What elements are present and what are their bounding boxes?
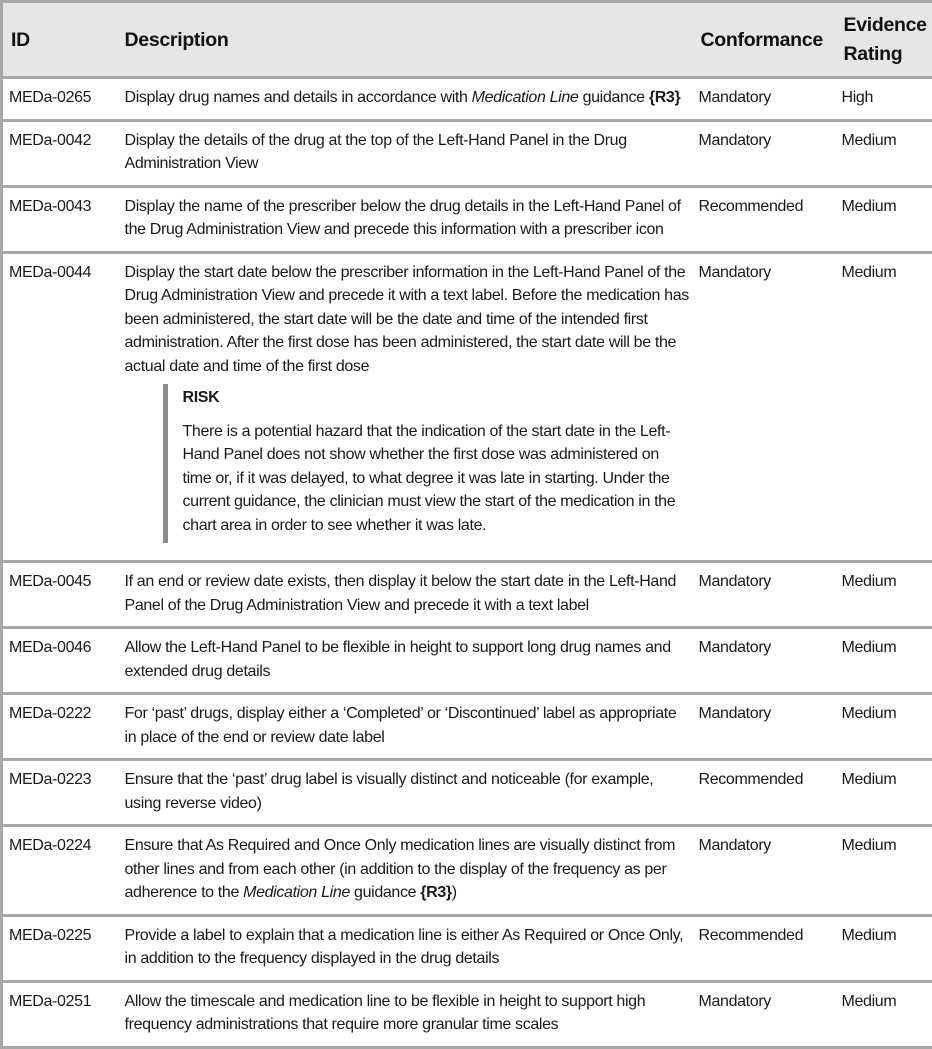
conformance-value: Mandatory	[693, 826, 836, 916]
guidance-reference: Medication Line	[243, 884, 350, 901]
evidence-rating-value: Medium	[836, 628, 932, 694]
conformance-value: Mandatory	[693, 78, 836, 121]
requirement-description: Display the name of the prescriber below the drug details in the Left-Hand Panel of the Drug Administration View and precede this information with a prescriber icon	[117, 186, 693, 252]
evidence-rating-value: Medium	[836, 186, 932, 252]
requirement-description	[117, 78, 693, 121]
header-evidence-rating	[836, 2, 932, 78]
table-row	[2, 915, 932, 981]
requirement-description: Provide a label to explain that a medication line is either As Required or Once Only, in addition to the frequency displayed in the drug details	[117, 915, 693, 981]
table-row	[2, 562, 932, 628]
requirement-description: Ensure that the ‘past’ drug label is visually distinct and noticeable (for example, using reverse video)	[117, 760, 693, 826]
header-evidence-line1: Evidence	[844, 14, 927, 36]
requirement-id: MEDa-0222	[2, 694, 117, 760]
evidence-rating-value: Medium	[836, 915, 932, 981]
conformance-value: Mandatory	[693, 252, 836, 562]
table-row	[2, 694, 932, 760]
requirement-id: MEDa-0224	[2, 826, 117, 916]
requirement-description: Allow the timescale and medication line to be flexible in height to support high frequency administrations that require more granular time scales	[117, 981, 693, 1047]
requirement-id: MEDa-0045	[2, 562, 117, 628]
requirement-description: Allow the Left-Hand Panel to be flexible in height to support long drug names and extended drug details	[117, 628, 693, 694]
header-id: ID	[2, 2, 117, 78]
requirement-id: MEDa-0225	[2, 915, 117, 981]
header-description: Description	[117, 2, 693, 78]
description-text: guidance	[350, 884, 420, 901]
requirement-id: MEDa-0044	[2, 252, 117, 562]
table-row	[2, 760, 932, 826]
table-header	[2, 2, 932, 78]
requirement-id: MEDa-0223	[2, 760, 117, 826]
citation-reference: {R3}	[420, 884, 452, 901]
risk-title: RISK	[183, 386, 691, 410]
requirement-description: Display the details of the drug at the top of the Left-Hand Panel in the Drug Administration View	[117, 120, 693, 186]
evidence-rating-value: Medium	[836, 760, 932, 826]
description-text: guidance	[578, 89, 648, 106]
description-text: Ensure that As Required and Once Only medication lines are visually distinct from other lines and from each other (in addition to the display of the frequency as per adherence to the	[125, 837, 676, 901]
conformance-value: Mandatory	[693, 694, 836, 760]
requirement-id: MEDa-0251	[2, 981, 117, 1047]
risk-callout	[163, 384, 691, 543]
conformance-value: Mandatory	[693, 562, 836, 628]
description-text: )	[452, 884, 457, 901]
table-row	[2, 628, 932, 694]
table-row	[2, 120, 932, 186]
requirement-description	[117, 252, 693, 562]
citation-reference: {R3}	[649, 89, 681, 106]
evidence-rating-value: Medium	[836, 981, 932, 1047]
requirement-description: If an end or review date exists, then display it below the start date in the Left-Hand Panel of the Drug Administration View and precede it with a text label	[117, 562, 693, 628]
conformance-value: Mandatory	[693, 120, 836, 186]
evidence-rating-value: Medium	[836, 694, 932, 760]
evidence-rating-value: Medium	[836, 826, 932, 916]
header-row	[2, 2, 932, 78]
header-conformance: Conformance	[693, 2, 836, 78]
description-text: Display the start date below the prescriber information in the Left-Hand Panel of the Drug Administration View and precede it with a text label. Before the medication has been administered, the start date will be the date and time of the intended first administration. After the first dose has been administered, the start date will be the actual date and time of the first dose	[125, 261, 691, 379]
evidence-rating-value: Medium	[836, 120, 932, 186]
table-row	[2, 186, 932, 252]
risk-text: There is a potential hazard that the indication of the start date in the Left-Hand Panel does not show whether the first dose was administered on time or, if it was delayed, to what degree it was late in starting. Under the current guidance, the clinician must view the start of the medication in the chart area in order to see whether it was late.	[183, 420, 691, 538]
evidence-rating-value: Medium	[836, 252, 932, 562]
guidance-reference: Medication Line	[472, 89, 579, 106]
evidence-rating-value: Medium	[836, 562, 932, 628]
requirement-id: MEDa-0265	[2, 78, 117, 121]
table-row	[2, 826, 932, 916]
requirement-id: MEDa-0043	[2, 186, 117, 252]
requirement-description	[117, 826, 693, 916]
table-row	[2, 78, 932, 121]
requirement-id: MEDa-0046	[2, 628, 117, 694]
conformance-value: Recommended	[693, 760, 836, 826]
table-row	[2, 981, 932, 1047]
table-body	[2, 78, 932, 1048]
requirement-id: MEDa-0042	[2, 120, 117, 186]
conformance-value: Mandatory	[693, 628, 836, 694]
conformance-value: Recommended	[693, 915, 836, 981]
evidence-rating-value: High	[836, 78, 932, 121]
requirement-description: For ‘past’ drugs, display either a ‘Completed’ or ‘Discontinued’ label as appropriate in place of the end or review date label	[117, 694, 693, 760]
header-evidence-line2: Rating	[844, 43, 903, 65]
table-row	[2, 252, 932, 562]
conformance-value: Mandatory	[693, 981, 836, 1047]
conformance-value: Recommended	[693, 186, 836, 252]
description-text: Display drug names and details in accordance with	[125, 89, 472, 106]
